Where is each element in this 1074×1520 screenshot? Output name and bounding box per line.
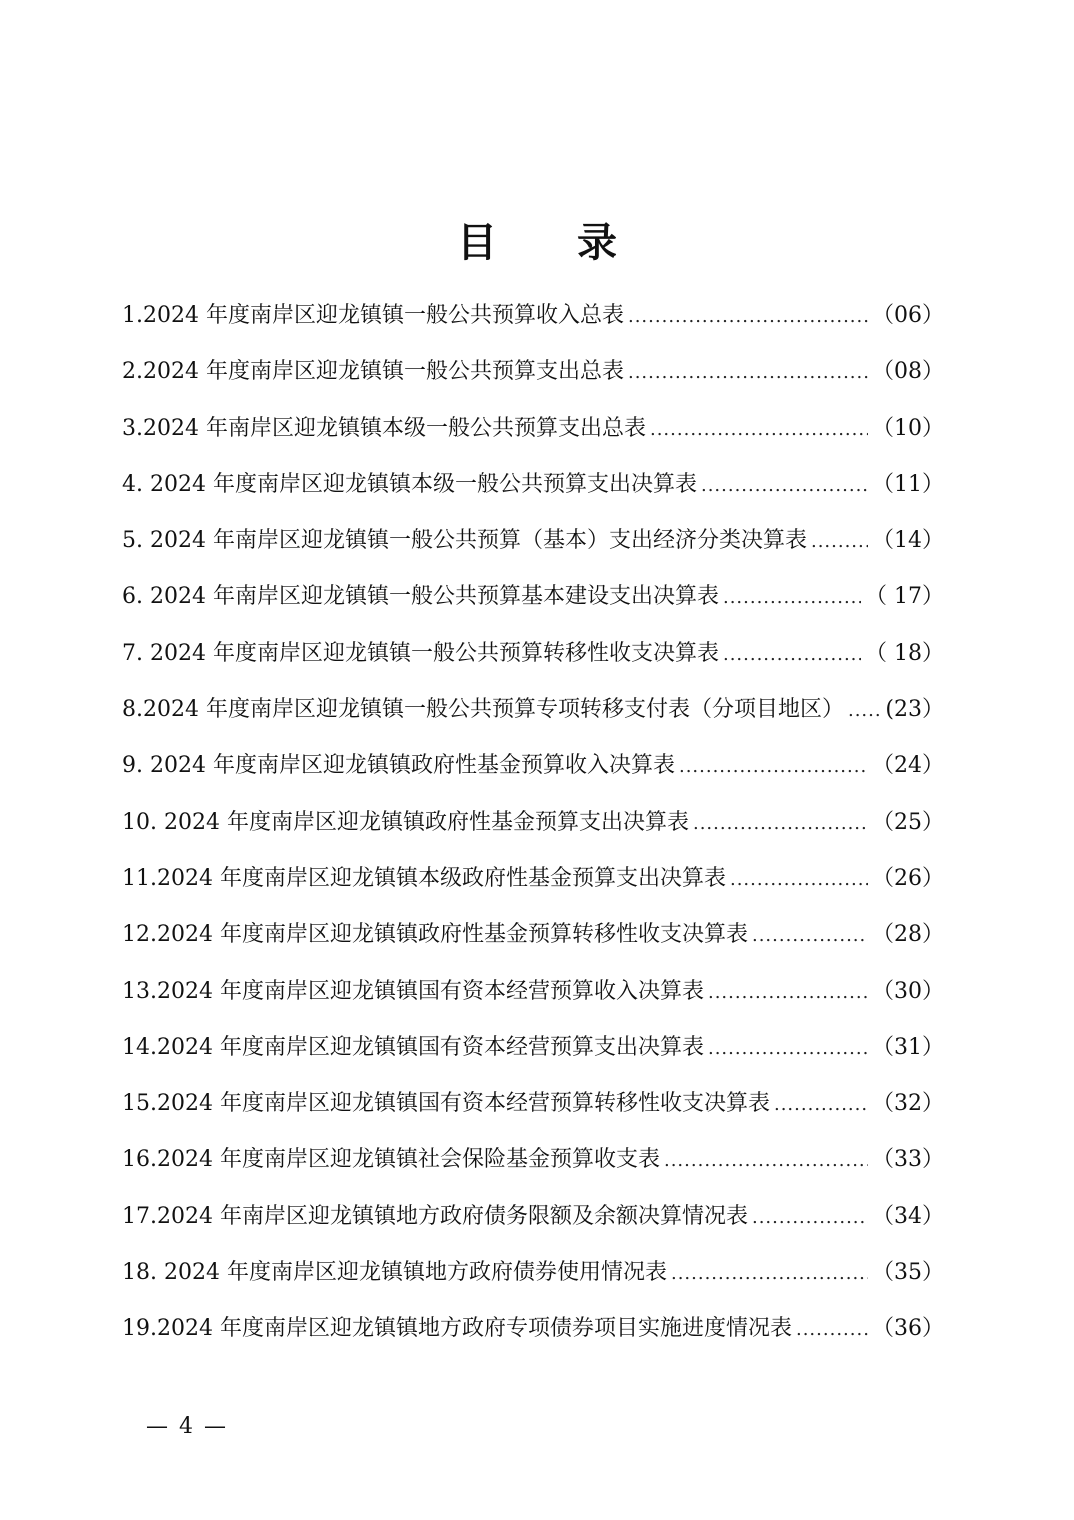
dot-leader xyxy=(650,410,868,450)
dot-leader xyxy=(723,578,861,618)
toc-entry-title: 17.2024 年南岸区迎龙镇镇地方政府债务限额及余额决算情况表 xyxy=(122,1203,748,1229)
toc-entry-title: 19.2024 年度南岸区迎龙镇镇地方政府专项债券项目实施进度情况表 xyxy=(122,1316,792,1342)
toc-entry[interactable] xyxy=(122,1253,944,1309)
toc-entry[interactable] xyxy=(122,746,944,802)
toc-entry-title: 15.2024 年度南岸区迎龙镇镇国有资本经营预算转移性收支决算表 xyxy=(122,1091,770,1117)
toc-entry-title: 11.2024 年度南岸区迎龙镇镇本级政府性基金预算支出决算表 xyxy=(122,865,726,891)
page-number: — 4 — xyxy=(146,1414,228,1439)
toc-entry[interactable] xyxy=(122,352,944,408)
toc-entry-page: （30） xyxy=(872,978,944,1004)
toc-entry[interactable] xyxy=(122,972,944,1028)
dot-leader xyxy=(628,297,868,337)
dot-leader xyxy=(730,860,868,900)
toc-entry[interactable] xyxy=(122,634,944,690)
toc-entry-page: （34） xyxy=(872,1203,944,1229)
dot-leader xyxy=(774,1085,868,1125)
toc-entry-page: （08） xyxy=(872,359,944,385)
dot-leader xyxy=(664,1141,868,1181)
toc-entry-title: 2.2024 年度南岸区迎龙镇镇一般公共预算支出总表 xyxy=(122,359,624,385)
toc-entry-page: （14） xyxy=(872,528,944,554)
table-of-contents xyxy=(122,296,944,1366)
dot-leader xyxy=(752,916,868,956)
toc-entry-title: 13.2024 年度南岸区迎龙镇镇国有资本经营预算收入决算表 xyxy=(122,978,704,1004)
toc-entry[interactable] xyxy=(122,859,944,915)
toc-entry-title: 18. 2024 年度南岸区迎龙镇镇地方政府债券使用情况表 xyxy=(122,1260,667,1286)
toc-entry-title: 5. 2024 年南岸区迎龙镇镇一般公共预算（基本）支出经济分类决算表 xyxy=(122,528,807,554)
toc-entry-title: 12.2024 年度南岸区迎龙镇镇政府性基金预算转移性收支决算表 xyxy=(122,922,748,948)
dot-leader xyxy=(693,804,868,844)
toc-entry-title: 14.2024 年度南岸区迎龙镇镇国有资本经营预算支出决算表 xyxy=(122,1034,704,1060)
toc-entry-page: （33） xyxy=(872,1147,944,1173)
toc-entry[interactable] xyxy=(122,1084,944,1140)
toc-entry[interactable] xyxy=(122,1197,944,1253)
toc-entry[interactable] xyxy=(122,409,944,465)
dot-leader xyxy=(752,1198,868,1238)
dot-leader xyxy=(708,973,868,1013)
toc-entry[interactable] xyxy=(122,465,944,521)
page-title: 目 录 xyxy=(457,219,617,266)
toc-entry[interactable] xyxy=(122,296,944,352)
toc-entry-title: 8.2024 年度南岸区迎龙镇镇一般公共预算专项转移支付表（分项目地区） xyxy=(122,697,844,723)
toc-entry-title: 7. 2024 年度南岸区迎龙镇镇一般公共预算转移性收支决算表 xyxy=(122,640,719,666)
toc-entry-page: （06） xyxy=(872,303,944,328)
toc-entry-title: 1.2024 年度南岸区迎龙镇镇一般公共预算收入总表 xyxy=(122,303,624,328)
toc-entry-title: 6. 2024 年南岸区迎龙镇镇一般公共预算基本建设支出决算表 xyxy=(122,584,719,610)
dot-leader xyxy=(848,691,881,731)
toc-entry[interactable] xyxy=(122,690,944,746)
toc-entry-title: 4. 2024 年度南岸区迎龙镇镇本级一般公共预算支出决算表 xyxy=(122,471,697,497)
toc-entry[interactable] xyxy=(122,1309,944,1365)
dot-leader xyxy=(708,1029,868,1069)
dot-leader xyxy=(628,353,868,393)
toc-entry[interactable] xyxy=(122,577,944,633)
dot-leader xyxy=(811,522,868,562)
toc-entry-page: （26） xyxy=(872,865,944,891)
toc-entry-page: （24） xyxy=(872,753,944,779)
toc-entry[interactable] xyxy=(122,915,944,971)
dot-leader xyxy=(671,1254,868,1294)
toc-entry-title: 10. 2024 年度南岸区迎龙镇镇政府性基金预算支出决算表 xyxy=(122,809,689,835)
toc-entry[interactable] xyxy=(122,1140,944,1196)
toc-entry-page: (23） xyxy=(885,697,944,723)
toc-entry-page: （10） xyxy=(872,415,944,441)
toc-entry[interactable] xyxy=(122,521,944,577)
dot-leader xyxy=(723,635,861,675)
dot-leader xyxy=(679,747,868,787)
toc-entry-page: （36） xyxy=(872,1316,944,1342)
toc-entry-title: 16.2024 年度南岸区迎龙镇镇社会保险基金预算收支表 xyxy=(122,1147,660,1173)
toc-entry[interactable] xyxy=(122,803,944,859)
toc-entry-page: （11） xyxy=(872,471,944,497)
toc-entry-title: 9. 2024 年度南岸区迎龙镇镇政府性基金预算收入决算表 xyxy=(122,753,675,779)
dot-leader xyxy=(796,1310,868,1350)
toc-entry-page: （32） xyxy=(872,1091,944,1117)
toc-entry[interactable] xyxy=(122,1028,944,1084)
toc-entry-page: （35） xyxy=(872,1260,944,1286)
toc-entry-page: （ 18） xyxy=(865,640,944,666)
toc-entry-title: 3.2024 年南岸区迎龙镇镇本级一般公共预算支出总表 xyxy=(122,415,646,441)
toc-entry-page: （31） xyxy=(872,1034,944,1060)
toc-entry-page: （25） xyxy=(872,809,944,835)
toc-entry-page: （ 17） xyxy=(865,584,944,610)
toc-entry-page: （28） xyxy=(872,922,944,948)
dot-leader xyxy=(701,466,868,506)
